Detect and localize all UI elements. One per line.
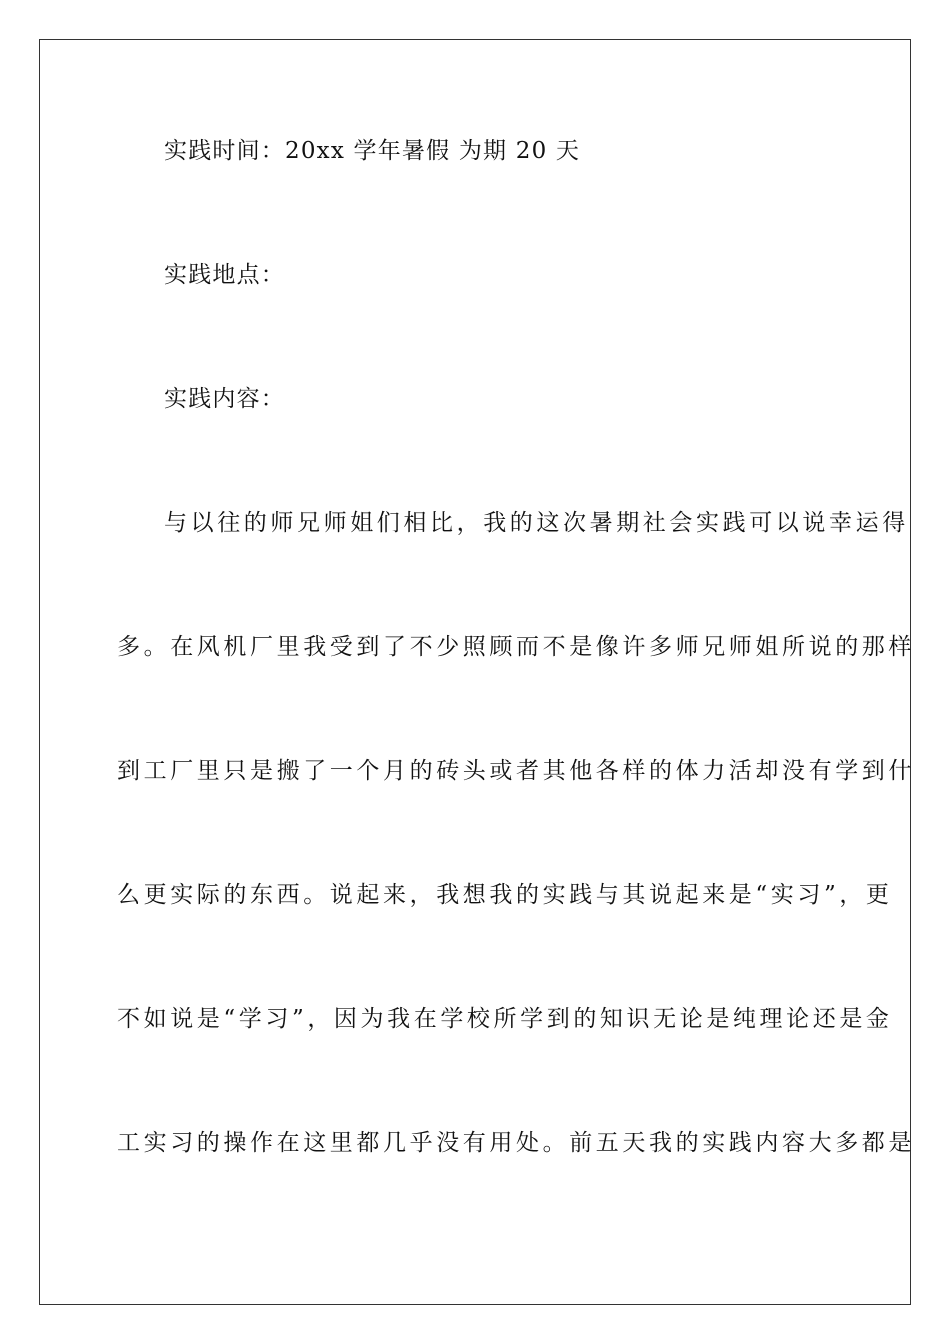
page-frame <box>39 39 911 1305</box>
paragraph-first-line: 与以往的师兄师姐们相比，我的这次暑期社会实践可以说幸运得 <box>164 510 909 536</box>
paragraph-line: 工实习的操作在这里都几乎没有用处。前五天我的实践内容大多都是 <box>117 1130 915 1156</box>
practice-place-field: 实践地点： <box>164 262 285 288</box>
paragraph-line: 不如说是“学习”，因为我在学校所学到的知识无论是纯理论还是金 <box>117 1006 893 1032</box>
practice-time-field: 实践时间：20xx 学年暑假 为期 20 天 <box>164 138 581 164</box>
practice-content-field: 实践内容： <box>164 386 285 412</box>
paragraph-line: 到工厂里只是搬了一个月的砖头或者其他各样的体力活却没有学到什 <box>117 758 915 784</box>
paragraph-line: 多。在风机厂里我受到了不少照顾而不是像许多师兄师姐所说的那样 <box>117 634 915 660</box>
paragraph-line: 么更实际的东西。说起来，我想我的实践与其说起来是“实习”，更 <box>117 882 893 908</box>
